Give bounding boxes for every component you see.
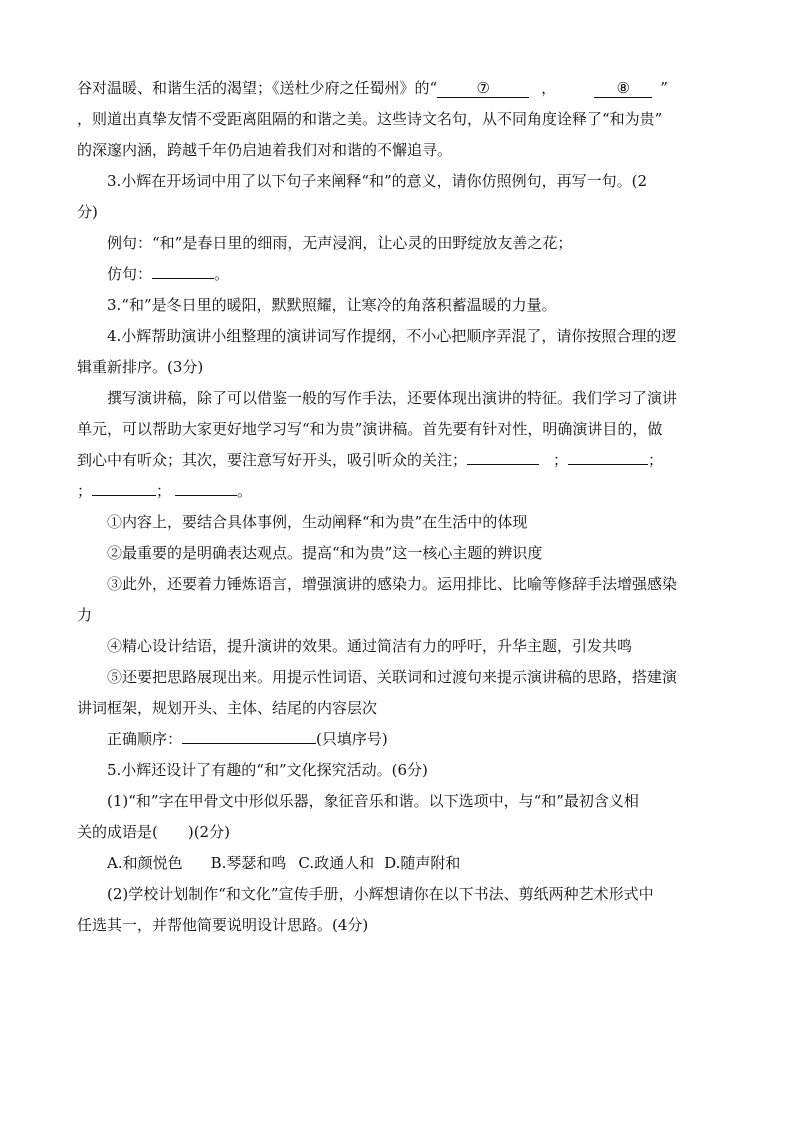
q4-order-row <box>77 724 723 755</box>
intro-close-quote: ” <box>660 79 668 97</box>
q4-sep-2: ； <box>648 451 664 469</box>
blank-8[interactable] <box>594 79 652 98</box>
q4-option-4: ④精心设计结语，提升演讲的效果。通过简洁有力的呼吁，升华主题，引发共鸣 <box>107 637 633 655</box>
q5-sub1-line-2: 关的成语是( )(2分) <box>77 823 230 841</box>
q4-blank-3[interactable] <box>92 477 156 496</box>
q4-para-line-2: 单元，可以帮助大家更好地学习写“和为贵”演讲稿。首先要有针对性，明确演讲目的，做 <box>77 420 663 438</box>
choice-b[interactable]: B.琴瑟和鸣 <box>210 854 287 872</box>
q3-imitate-blank[interactable] <box>152 260 214 279</box>
blank-7-number: ⑦ <box>476 79 490 97</box>
q4-para-line-1: 撰写演讲稿，除了可以借鉴一般的写作手法，还要体现出演讲的特征。我们学习了演讲 <box>107 389 678 407</box>
q3-imitate-end: 。 <box>214 265 230 283</box>
q3-imitate-row <box>77 259 723 290</box>
intro-line-3: 的深邃内涵，跨越千年仍启迪着我们对和谐的不懈追寻。 <box>77 141 453 159</box>
q4-prompt-line-1: 4.小辉帮助演讲小组整理的演讲词写作提纲，不小心把顺序弄混了，请你按照合理的逻 <box>107 327 677 345</box>
q4-line4-start: ； <box>77 482 93 500</box>
q4-sep-3: ； <box>156 482 172 500</box>
intro-comma: ， <box>541 79 557 97</box>
q4-blank-4[interactable] <box>175 477 237 496</box>
choice-d[interactable]: D.随声附和 <box>384 854 461 872</box>
q3-example: 例句：“和”是春日里的细雨，无声浸润，让心灵的田野绽放友善之花； <box>107 234 573 252</box>
intro-text: 谷对温暖、和谐生活的渴望；《送杜少府之任蜀州》的“ <box>77 79 438 97</box>
q5-choices <box>77 848 723 879</box>
blank-8-number: ⑧ <box>616 79 630 97</box>
choice-a[interactable]: A.和颜悦色 <box>107 854 183 872</box>
blank-7[interactable] <box>437 79 529 98</box>
q4-order-blank[interactable] <box>182 725 316 744</box>
q4-line4-end: 。 <box>237 482 253 500</box>
document-page <box>77 73 723 941</box>
q4-para-line-4 <box>77 476 723 507</box>
q4-order-note: (只填序号) <box>316 730 388 748</box>
q4-para-text: 到心中有听众；其次，要注意写好开头，吸引听众的关注； <box>77 451 468 469</box>
q4-option-3-cont: 力 <box>77 606 93 624</box>
q4-order-label: 正确顺序： <box>107 730 183 748</box>
q4-option-5: ⑤还要把思路展现出来。用提示性词语、关联词和过渡句来提示演讲稿的思路，搭建演 <box>107 668 678 686</box>
intro-line-1 <box>77 73 723 104</box>
q5-sub2-line-1: (2)学校计划制作“和文化”宣传手册，小辉想请你在以下书法、剪纸两种艺术形式中 <box>107 885 654 903</box>
intro-line-2: ，则道出真挚友情不受距离阻隔的和谐之美。这些诗文名句，从不同角度诠释了“和为贵” <box>77 110 663 128</box>
q4-option-5-cont: 讲词框架，规划开头、主体、结尾的内容层次 <box>77 699 378 717</box>
q4-option-3: ③此外，还要着力锤炼语言，增强演讲的感染力。运用排比、比喻等修辞手法增强感染 <box>107 575 678 593</box>
q3-imitate-label: 仿句： <box>107 265 153 283</box>
q4-option-1: ①内容上，要结合具体事例，生动阐释“和为贵”在生活中的体现 <box>107 513 528 531</box>
q4-blank-2[interactable] <box>568 446 648 465</box>
q5-sub2-line-2: 任选其一，并帮他简要说明设计思路。(4分) <box>77 916 369 934</box>
q5-sub1-line-1: (1)“和”字在甲骨文中形似乐器，象征音乐和谐。以下选项中，与“和”最初含义相 <box>107 792 639 810</box>
q4-para-line-3 <box>77 445 723 476</box>
q3-answer: 3.“和”是冬日里的暖阳，默默照耀，让寒冷的角落积蓄温暖的力量。 <box>107 296 557 314</box>
q4-option-2: ②最重要的是明确表达观点。提高“和为贵”这一核心主题的辨识度 <box>107 544 543 562</box>
q3-prompt-line-1: 3.小辉在开场词中用了以下句子来阐释“和”的意义，请你仿照例句，再写一句。(2 <box>107 172 648 190</box>
q5-prompt: 5.小辉还设计了有趣的“和”文化探究活动。(6分) <box>107 761 428 779</box>
choice-c[interactable]: C.政通人和 <box>298 854 375 872</box>
q3-prompt-line-2: 分) <box>77 203 98 221</box>
q4-blank-1[interactable] <box>467 446 539 465</box>
q4-sep-1: ； <box>553 451 569 469</box>
q4-prompt-line-2: 辑重新排序。(3分) <box>77 358 204 376</box>
